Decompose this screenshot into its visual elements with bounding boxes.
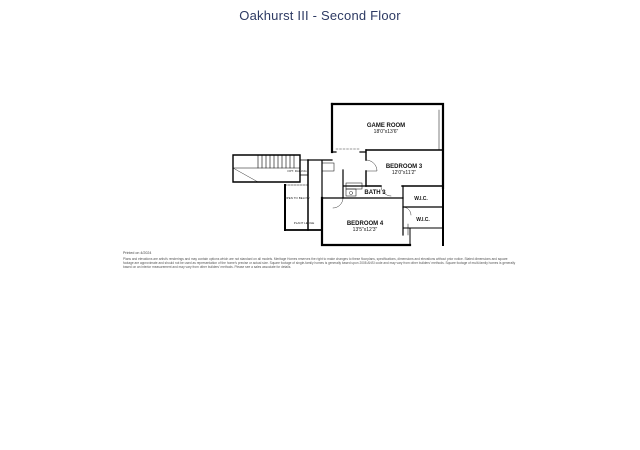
disclaimer-heading: Printed on 4/2024 <box>123 251 152 255</box>
room-name-bath-3: BATH 3 <box>364 190 386 196</box>
door-bedroom-4 <box>333 198 343 208</box>
room-name-bedroom-4: BEDROOM 4 <box>346 221 384 227</box>
game-room-walls <box>332 104 443 188</box>
room-name-wic-1: W.I.C. <box>414 196 428 202</box>
room-name-bedroom-3: BEDROOM 3 <box>385 164 423 170</box>
label-open-to-below: OPEN TO BELOW <box>284 196 310 200</box>
room-name-game-room: GAME ROOM <box>366 123 406 129</box>
label-opt-railing: OPT. RAILING <box>287 169 307 173</box>
linen-closet <box>322 163 334 171</box>
plan-title: Oakhurst III - Second Floor <box>239 8 401 23</box>
bath-vanity <box>346 189 356 196</box>
wic-2-walls <box>403 228 443 245</box>
room-dims-game-room: 18'0"x13'6" <box>373 129 399 135</box>
door-wic <box>403 207 411 215</box>
hall-walls <box>308 160 332 198</box>
label-plant-ledge: PLANT LEDGE <box>293 221 315 225</box>
room-dims-bedroom-4: 13'5"x12'3" <box>352 227 378 233</box>
door-bedroom-3 <box>366 160 377 171</box>
room-dims-bedroom-3: 12'0"x11'2" <box>391 170 417 176</box>
disclaimer <box>123 251 518 269</box>
disclaimer-body: Plans and elevations are artist's renderings and may contain options which are not standard on all models. Meritage Homes reserves the right to make changes to these floorplans, specifications, dimensions and elevations without prior notice. Stated dimensions and square footage are approximate and should not be used as representation of the home's precise or actual size. Square footage of single-family homes is generally based upon 2008 ANSI code and may vary from other builders' methods. Square footage of multi-family homes is generally based on an interior measurement and may vary from other builders' methods. Please see a sales associate for details. <box>123 257 516 270</box>
room-name-wic-2: W.I.C. <box>416 217 430 223</box>
